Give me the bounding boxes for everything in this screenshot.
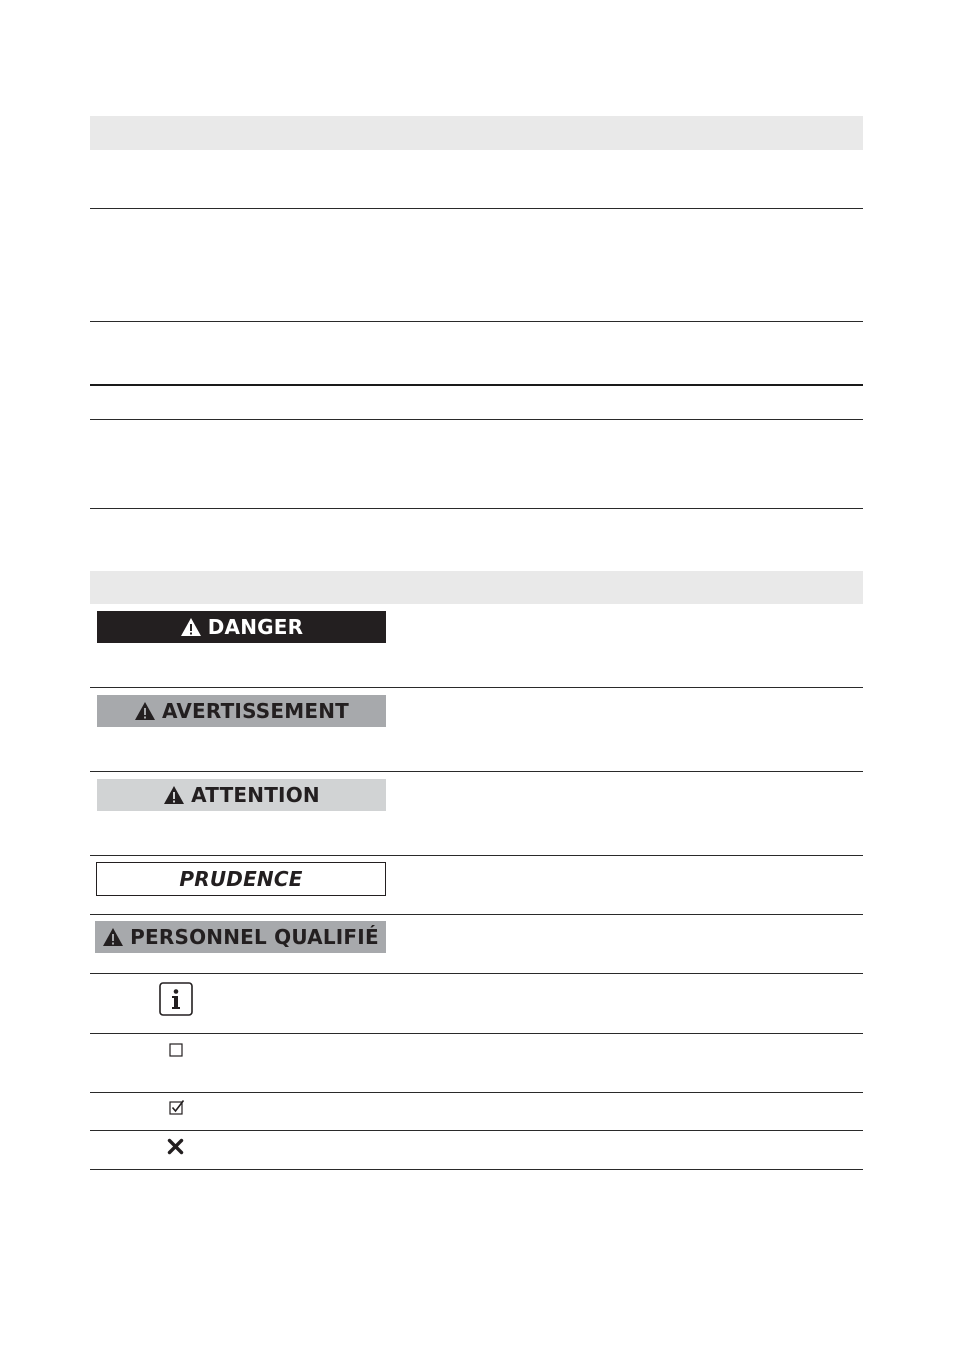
warning-triangle-icon — [163, 785, 185, 805]
row-divider — [90, 771, 863, 772]
attention-label — [97, 779, 386, 811]
row-divider — [90, 208, 863, 209]
warning-triangle-icon — [180, 617, 202, 637]
warning-triangle-icon — [102, 927, 124, 947]
personnel-qualifie-label — [95, 921, 386, 953]
row-divider — [90, 973, 863, 974]
row-divider — [90, 1033, 863, 1034]
prudence-label — [96, 862, 386, 896]
attention-text: ATTENTION — [191, 783, 320, 807]
section-header-band — [90, 116, 863, 150]
prudence-text: PRUDENCE — [179, 867, 303, 891]
avertissement-label — [97, 695, 386, 727]
row-divider — [90, 1130, 863, 1131]
danger-label — [97, 611, 386, 643]
checkbox-empty-icon — [169, 1043, 183, 1057]
row-divider — [90, 855, 863, 856]
info-icon — [159, 982, 193, 1016]
cross-icon — [167, 1138, 184, 1155]
row-divider — [90, 914, 863, 915]
checkbox-checked-icon — [169, 1099, 185, 1115]
row-divider — [90, 508, 863, 509]
warning-triangle-icon — [134, 701, 156, 721]
row-divider — [90, 419, 863, 420]
danger-text: DANGER — [207, 615, 304, 639]
personnel-qualifie-text: PERSONNEL QUALIFIÉ — [130, 925, 379, 949]
row-divider — [90, 687, 863, 688]
section-divider — [90, 384, 863, 386]
section-header-band — [90, 571, 863, 604]
row-divider — [90, 321, 863, 322]
row-divider — [90, 1169, 863, 1170]
row-divider — [90, 1092, 863, 1093]
avertissement-text: AVERTISSEMENT — [162, 699, 349, 723]
